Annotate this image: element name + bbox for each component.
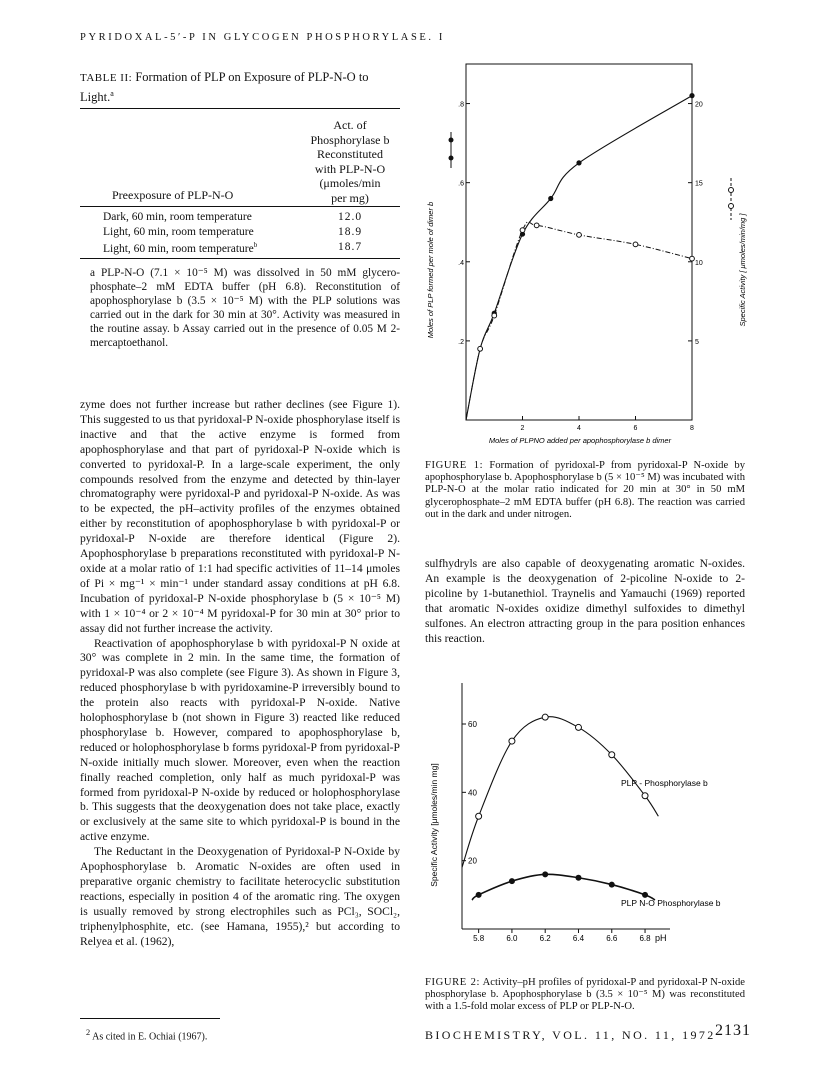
fig1-y-right-tick-label: 20: [695, 101, 703, 109]
running-head: PYRIDOXAL-5′-P IN GLYCOGEN PHOSPHORYLASE. I: [80, 32, 445, 43]
page-number: 2131: [715, 1022, 751, 1039]
fig2-x-tick-label: 6.4: [572, 934, 585, 943]
fig1-point: [577, 232, 582, 237]
fig1-x-tick-label: 4: [577, 425, 581, 432]
col-head-line: Act. of: [333, 118, 367, 132]
table-title-text: Formation of PLP on Exposure of PLP-N-O to Light.: [80, 70, 369, 105]
figure-2: [425, 675, 745, 970]
table-row-value: 18.7: [337, 241, 363, 253]
table-row-label: Dark, 60 min, room temperature: [103, 211, 252, 223]
paragraph: Reactivation of apophosphorylase b with pyridoxal-P N oxide at 30° was complete in 2 min. In the same time, the formation of pyridoxal-P was also complete (see Figure 3). As shown in Figure 3, reduced phosphorylase b with pyridoxamine-P irreversibly bound to the protein also reacts with pyridoxal-P N-oxide. Native holophosphorylase b (not shown in Figure 3) reacted like reduced phosphorylase b. However, compared to apophosphorylase b, reduced or holophosphorylase b forms pyridoxal-P from pyridoxal-P N-oxide initially much slower. Moreover, even when the reaction finally reached completion, only half as much pyridoxal-P was formed from pyridoxal-P N-oxide by reduced or holophosphorylase b. This suggests that the deoxygenation does not take place, exactly or exclusively at the same site to which pyridoxal-P is bound in the active enzyme.: [80, 636, 400, 844]
fig1-point: [689, 93, 694, 98]
caption-text: Activity–pH profiles of pyridoxal-P and pyridoxal-P N-oxide phosphorylase b. Apophosphorylase b (3.5 × 10⁻⁵ M) was reconstituted with a 1.5-fold molar excess of PLP or PLP-N-O.: [425, 977, 745, 1013]
table-row-value: 12.0: [337, 211, 363, 223]
fig1-legend-dashed: [729, 178, 734, 220]
table-column-header: [310, 118, 390, 205]
fig1-y-left-tick-label: .4: [458, 259, 464, 267]
fig2-point: [509, 878, 515, 884]
table-row-label: Light, 60 min, room temperature: [103, 226, 254, 238]
fig1-y-right-tick-label: 15: [695, 180, 703, 188]
paragraph: zyme does not further increase but rather declines (see Figure 1). This suggested to us that pyridoxal-P N-oxide phosphorylase itself is inactive and that the active enzyme is formed from apophosphorylase and that part of pyridoxal-P N-oxide which is converted to pyridoxal-P. In a large-scale experiment, the only compounds resolved from the enzyme and detected by thin-layer chromatography were pyridoxal-P and pyridoxal-P N-oxide. As was to be expected, the pH–activity profiles of the enzymes obtained either by reconstitution of apophosphorylase b with pyridoxal-P or pyridoxal-P N-oxide are therefore identical (Figure 2). Apophosphorylase b preparations reconstituted with pyridoxal-P N-oxide at a molar ratio of 1:1 had specific activities of 11–14 μmoles of Pi × mg⁻¹ × min⁻¹ under standard assay conditions at pH 6.8. Incubation of pyridoxal-P N-oxide phosphorylase b (5 × 10⁻⁵ M) with 1 × 10⁻⁴ or 2 × 10⁻⁴ M pyridoxal-P for 30 min at 30° prior to assay did not further increase the activity.: [80, 398, 400, 635]
fig1-point: [633, 242, 638, 247]
fig1-frame: [466, 64, 692, 420]
table-title: [80, 70, 402, 105]
journal-footer: BIOCHEMISTRY, VOL. 11, NO. 11, 1972: [425, 1028, 716, 1042]
table-title-mark: a: [110, 89, 114, 98]
fig2-y-tick-label: 60: [468, 720, 477, 729]
col-head-line: Reconstituted: [317, 147, 383, 161]
table-bottom-rule: [80, 258, 400, 259]
caption-label: FIGURE 2:: [425, 977, 481, 988]
fig2-series-line: [462, 717, 658, 868]
fig2-point: [609, 882, 615, 888]
figure-1: [425, 60, 755, 450]
fig2-point: [642, 793, 648, 799]
footnote: $^2$ As cited in E. Ochiai (1967).: [86, 1028, 208, 1043]
fig1-x-tick-label: 6: [633, 425, 638, 432]
col-head-line: per mg): [331, 190, 369, 205]
fig2-y-tick-label: 40: [468, 788, 477, 798]
fig1-series-line: [466, 96, 692, 420]
figure-2-caption: [425, 977, 745, 1014]
fig1-legend-solid: [449, 132, 454, 168]
fig1-y-left-tick-label: .2: [458, 338, 464, 346]
fig2-x-unit: pH: [655, 933, 667, 943]
table-top-rule: [80, 108, 400, 109]
fig2-point: [575, 724, 581, 730]
table-row-label: [103, 241, 257, 255]
fig1-x-tick-label: 8: [690, 425, 694, 432]
fig2-y-tick-label: 20: [468, 856, 477, 866]
fig2-x-tick-label: 5.8: [473, 934, 485, 943]
table-row-mark: b: [253, 241, 258, 249]
fig1-point: [492, 313, 497, 318]
fig1-y-right-tick-label: 5: [695, 338, 699, 346]
table-label: TABLE II:: [80, 72, 133, 84]
fig1-y-right-tick-label: 10: [695, 259, 703, 267]
caption-label: FIGURE 1:: [425, 460, 484, 471]
fig1-series-line: [466, 222, 692, 420]
fig1-point: [548, 196, 553, 201]
fig2-series-line: [472, 874, 655, 900]
table-footnote: a PLP-N-O (7.1 × 10⁻⁵ M) was dissolved in 50 mM glycero-phosphate–2 mM EDTA buffer (pH 6.8). Reconstitution of apophosphorylase b (3.5 × 10⁻⁵ M) with the PLP solutions was carried out in the dark for 30 min at 30°. Activity was measured in the routine assay. b Assay carried out in the presence of 0.05 M 2-mercaptoethanol.: [90, 267, 400, 349]
fig1-y-left-tick-label: .6: [458, 180, 464, 188]
fig2-point: [575, 875, 581, 881]
fig1-y-right-label: Specific Activity [ μmoles/min/mg ]: [738, 213, 747, 327]
table-row-label-text: Light, 60 min, room temperature: [103, 242, 254, 255]
fig1-point: [534, 223, 539, 228]
fig2-x-tick-label: 6.8: [639, 934, 651, 943]
fig1-point: [690, 256, 695, 261]
col-head-line: with PLP-N-O: [314, 161, 386, 176]
fig2-x-tick-label: 6.2: [539, 934, 551, 943]
fig2-x-tick-label: 6.6: [606, 934, 618, 943]
fig2-point: [476, 813, 482, 819]
fig2-point: [542, 714, 548, 720]
fig1-x-tick-label: 2: [520, 425, 525, 432]
table-row-header: Preexposure of PLP-N-O: [112, 188, 234, 202]
fig1-point: [478, 346, 483, 351]
col-head-line: Phosphorylase b: [310, 132, 390, 147]
fig1-x-label: Moles of PLPNO added per apophosphorylase b dimer: [488, 436, 672, 445]
fig1-point: [576, 160, 581, 165]
figure-1-caption: [425, 460, 745, 521]
fig2-point: [542, 871, 548, 877]
fig2-series-label: PLP - Phosphorylase b: [621, 778, 708, 788]
right-column-text: [425, 557, 745, 646]
paragraph: The Reductant in the Deoxygenation of Pyridoxal-P N-Oxide by Apophosphorylase b. Aromatic N-oxides are often used in preparative organic chemistry to facilitate heterocyclic substitution reactions, especially in position 4 of the aromatic ring. The oxygen is usually removed by strong electrophiles such as PCl₃, SOCl₂, triphenylphosphite, etc. (see Hamana, 1955),² but according to Relyea et al. (1962),: [80, 845, 400, 948]
col-head-line: (μmoles/min: [319, 176, 381, 190]
fig2-series-label: PLP N-O Phosphorylase b: [621, 898, 721, 908]
table-mid-rule: [80, 206, 400, 207]
fig1-point: [520, 228, 525, 233]
left-column-text: [80, 398, 400, 950]
fig2-point: [509, 738, 515, 744]
fig1-y-left-tick-label: .8: [458, 101, 464, 109]
table-row-value: 18.9: [337, 226, 363, 238]
fig2-point: [476, 892, 482, 898]
fig1-y-left-label: Moles of PLP formed per mole of dimer b: [426, 201, 435, 339]
paragraph: sulfhydryls are also capable of deoxygenating aromatic N-oxides. An example is the deoxygenation of 2-picoline N-oxide to 2-picoline by 1-butanethiol. Traynelis and Yamauchi (1969) reported that aromatic N-oxides oxidize dimethyl sulfoxides to dimethyl sulfones. An electron attracting group in the para position enhances this reaction.: [425, 557, 745, 645]
caption-text: Formation of pyridoxal-P from pyridoxal-P N-oxide by apophosphorylase b. Apophosphorylase b (5 × 10⁻⁵ M) was incubated with PLP-N-O at the molar ratio indicated for 20 min at 30° in 50 mM glycerophosphate–2 mM EDTA buffer (pH 6.8). The reaction was carried out in the dark and under nitrogen.: [425, 460, 746, 520]
fig2-point: [609, 752, 615, 758]
fig2-y-label: Specific Activity [μmoles/min mg]: [429, 763, 439, 887]
fig2-point: [642, 892, 648, 898]
footnote-rule: [80, 1018, 220, 1019]
fig2-x-tick-label: 6.0: [506, 934, 518, 943]
